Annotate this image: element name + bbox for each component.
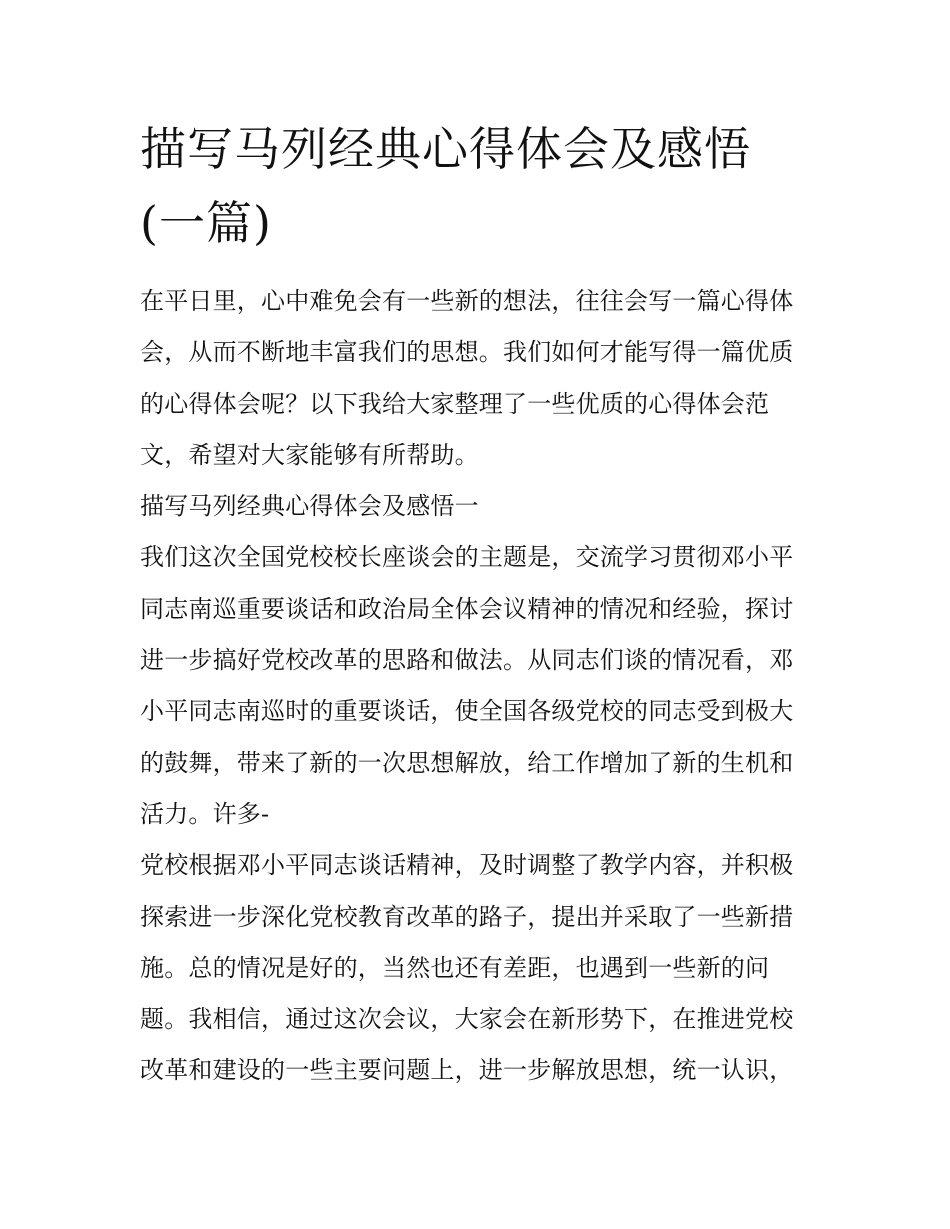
paragraph-line: 同志南巡重要谈话和政治局全体会议精神的情况和经验，探讨: [140, 594, 794, 623]
paragraph-line: 的鼓舞，带来了新的一次思想解放，给工作增加了新的生机和: [140, 748, 794, 777]
paragraph-line: 党校根据邓小平同志谈话精神，及时调整了教学内容，并积极: [140, 851, 794, 880]
paragraph-line: 会，从而不断地丰富我们的思想。我们如何才能写得一篇优质: [140, 338, 794, 367]
paragraph-line: 小平同志南巡时的重要谈话，使全国各级党校的同志受到极大: [140, 697, 794, 726]
paragraph-line: 题。我相信，通过这次会议，大家会在新形势下，在推进党校: [140, 1005, 794, 1034]
paragraph-line: 探索进一步深化党校教育改革的路子，提出并采取了一些新措: [140, 902, 794, 931]
section-heading: 描写马列经典心得体会及感悟一: [140, 492, 479, 521]
paragraph-line: 我们这次全国党校校长座谈会的主题是，交流学习贯彻邓小平: [140, 543, 794, 572]
paragraph-line: 活力。许多-: [140, 799, 270, 828]
paragraph-line: 文，希望对大家能够有所帮助。: [140, 440, 479, 469]
paragraph-line: 进一步搞好党校改革的思路和做法。从同志们谈的情况看，邓: [140, 646, 794, 675]
paragraph-line: 改革和建设的一些主要问题上，进一步解放思想，统一认识，: [140, 1056, 794, 1085]
paragraph-line: 施。总的情况是好的，当然也还有差距，也遇到一些新的问: [140, 953, 770, 982]
document-body: [140, 280, 830, 1101]
document-title: 描写马列经典心得体会及感悟 (一篇): [140, 122, 751, 250]
paragraph-line: 的心得体会呢？以下我给大家整理了一些优质的心得体会范: [140, 389, 770, 418]
paragraph-line: 在平日里，心中难免会有一些新的想法，往往会写一篇心得体: [140, 287, 794, 315]
